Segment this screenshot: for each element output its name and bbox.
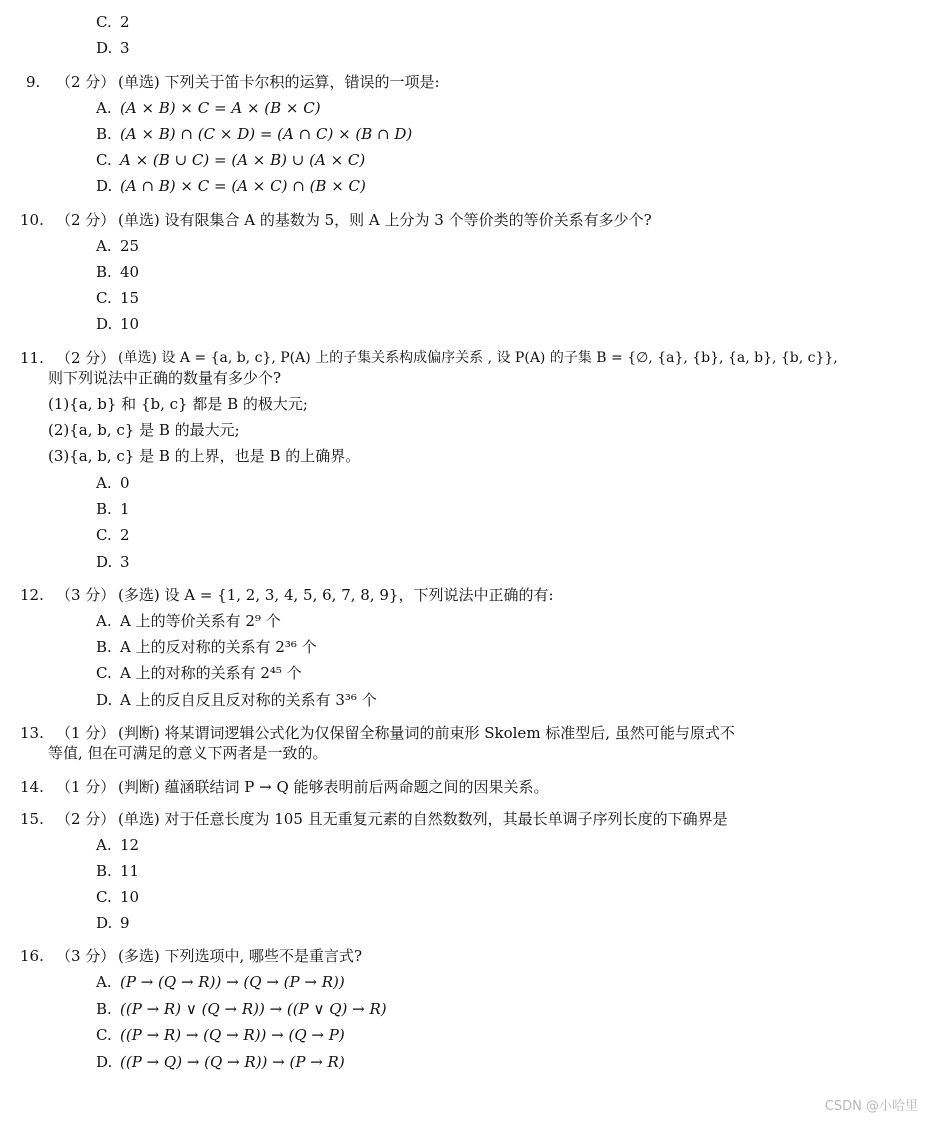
- option-label: C.: [96, 13, 112, 31]
- option-label: D.: [96, 315, 113, 333]
- option-text: (A × B) × C = A × (B × C): [120, 99, 321, 117]
- question-11-statement-1: (1){a, b} 和 {b, c} 都是 B 的极大元;: [48, 395, 308, 413]
- question-number: 16.: [20, 947, 44, 965]
- question-11-stem-continued: 则下列说法中正确的数量有多少个?: [48, 369, 282, 387]
- option-label: A.: [96, 612, 112, 630]
- option-text: (P → (Q → R)) → (Q → (P → R)): [120, 973, 345, 991]
- question-number: 10.: [20, 211, 44, 229]
- question-text: (单选) 设 A = {a, b, c}, P(A) 上的子集关系构成偏序关系 , 设 P(A) 的子集 B = {∅, {a}, {b}, {a, b}, {b, c}},: [118, 350, 838, 366]
- option-text: 10: [120, 888, 140, 906]
- option-text: A 上的对称的关系有 2⁴⁵ 个: [120, 664, 302, 682]
- question-text: (判断) 蕴涵联结词 P → Q 能够表明前后两命题之间的因果关系。: [118, 778, 549, 796]
- option-label: C.: [96, 151, 112, 169]
- option-label: A.: [96, 99, 112, 117]
- question-text: (多选) 下列选项中, 哪些不是重言式?: [118, 947, 363, 965]
- question-text: (单选) 下列关于笛卡尔积的运算，错误的一项是:: [118, 73, 440, 91]
- question-points: （2 分）: [56, 349, 116, 367]
- question-points: （1 分）: [56, 724, 116, 742]
- option-label: B.: [96, 1000, 112, 1018]
- question-number: 14.: [20, 778, 44, 796]
- option-text: 3: [120, 39, 130, 57]
- option-text: A 上的反对称的关系有 2³⁶ 个: [120, 638, 317, 656]
- option-label: D.: [96, 553, 113, 571]
- option-text: (A × B) ∩ (C × D) = (A ∩ C) × (B ∩ D): [120, 125, 413, 143]
- option-text: ((P → R) ∨ (Q → R)) → ((P ∨ Q) → R): [120, 1000, 387, 1018]
- option-text: 1: [120, 500, 130, 518]
- option-label: D.: [96, 177, 113, 195]
- question-points: （1 分）: [56, 778, 116, 796]
- option-text: 10: [120, 315, 140, 333]
- option-label: D.: [96, 39, 113, 57]
- option-text: 40: [120, 263, 140, 281]
- option-text: 9: [120, 914, 130, 932]
- option-text: 3: [120, 553, 130, 571]
- question-number: 11.: [20, 349, 44, 367]
- option-label: C.: [96, 888, 112, 906]
- option-label: A.: [96, 973, 112, 991]
- option-text: ((P → R) → (Q → R)) → (Q → P): [120, 1026, 345, 1044]
- question-number: 12.: [20, 586, 44, 604]
- question-11-statement-2: (2){a, b, c} 是 B 的最大元;: [48, 421, 240, 439]
- option-label: B.: [96, 638, 112, 656]
- option-label: B.: [96, 862, 112, 880]
- option-text: 2: [120, 13, 130, 31]
- question-points: （3 分）: [56, 586, 116, 604]
- question-13-stem-continued: 等值, 但在可满足的意义下两者是一致的。: [48, 744, 328, 762]
- option-label: D.: [96, 914, 113, 932]
- option-text: A × (B ∪ C) = (A × B) ∪ (A × C): [120, 151, 366, 169]
- option-label: B.: [96, 500, 112, 518]
- option-label: D.: [96, 691, 113, 709]
- question-number: 15.: [20, 810, 44, 828]
- option-label: C.: [96, 289, 112, 307]
- question-text: (单选) 对于任意长度为 105 且无重复元素的自然数数列，其最长单调子序列长度的下确界是: [118, 810, 728, 828]
- question-points: （3 分）: [56, 947, 116, 965]
- option-label: A.: [96, 836, 112, 854]
- option-label: C.: [96, 526, 112, 544]
- question-number: 13.: [20, 724, 44, 742]
- option-label: A.: [96, 237, 112, 255]
- option-text: 12: [120, 836, 140, 854]
- option-text: (A ∩ B) × C = (A × C) ∩ (B × C): [120, 177, 366, 195]
- question-points: （2 分）: [56, 810, 116, 828]
- option-text: A 上的等价关系有 2⁹ 个: [120, 612, 281, 630]
- question-text: (多选) 设 A = {1, 2, 3, 4, 5, 6, 7, 8, 9}，下列说法中正确的有:: [118, 586, 554, 604]
- watermark: CSDN @小哈里: [824, 1099, 918, 1114]
- question-number: 9.: [26, 73, 41, 91]
- option-label: B.: [96, 263, 112, 281]
- question-points: （2 分）: [56, 73, 116, 91]
- option-text: 11: [120, 862, 140, 880]
- option-text: 15: [120, 289, 140, 307]
- option-label: A.: [96, 474, 112, 492]
- question-points: （2 分）: [56, 211, 116, 229]
- question-11-statement-3: (3){a, b, c} 是 B 的上界，也是 B 的上确界。: [48, 447, 361, 465]
- option-text: 0: [120, 474, 130, 492]
- option-label: B.: [96, 125, 112, 143]
- option-text: ((P → Q) → (Q → R)) → (P → R): [120, 1053, 345, 1071]
- option-text: 25: [120, 237, 140, 255]
- option-text: A 上的反自反且反对称的关系有 3³⁶ 个: [120, 691, 377, 709]
- option-label: C.: [96, 1026, 112, 1044]
- option-label: C.: [96, 664, 112, 682]
- option-label: D.: [96, 1053, 113, 1071]
- option-text: 2: [120, 526, 130, 544]
- question-text: (单选) 设有限集合 A 的基数为 5，则 A 上分为 3 个等价类的等价关系有多少个?: [118, 211, 652, 229]
- question-text: (判断) 将某谓词逻辑公式化为仅保留全称量词的前束形 Skolem 标准型后, 虽然可能与原式不: [118, 724, 735, 742]
